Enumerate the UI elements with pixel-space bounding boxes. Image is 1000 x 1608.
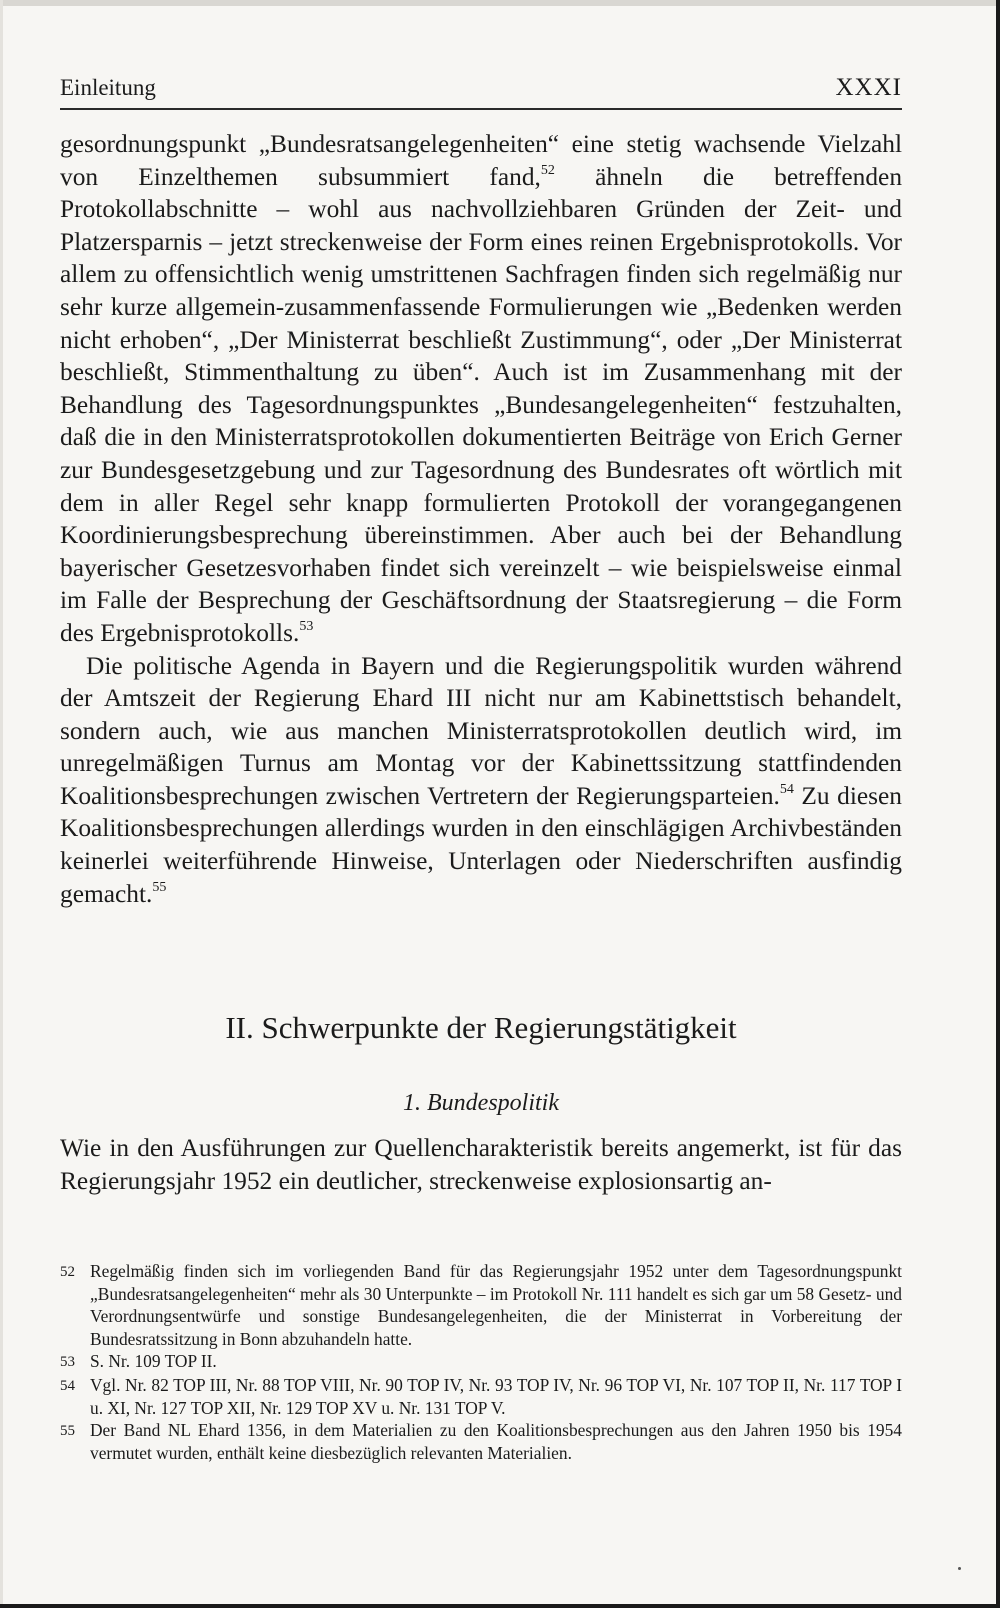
subsection-heading: 1. Bundespolitik [403, 1090, 559, 1116]
scan-edge-right [996, 0, 1000, 1608]
page-number: XXXI [835, 74, 902, 101]
footnote-55 [60, 1419, 902, 1464]
paragraph-coalition [60, 650, 902, 911]
paragraph-continuation [60, 128, 902, 650]
paragraph-1-text-continued: ähneln die betreffenden Protokollabschnitte – wohl aus nachvollziehbaren Gründen der Zeit- und Platzersparnis – jetzt streckenweise der Form eines reinen Ergebnisprotokolls. Vor allem zu offensichtlich wenig umstrittenen Sachfragen finden sich regelmäßig nur sehr kurze allgemein-zusammenfassende Formulierungen wie „Bedenken werden nicht erhoben“, „Der Ministerrat beschließt Zustimmung“, oder „Der Ministerrat beschließt, Stimmenthaltung zu üben“. Auch ist im Zusammenhang mit der Behandlung des Tagesordnungspunktes „Bundesangelegenheiten“ festzuhalten, daß die in den Ministerratsprotokollen dokumentierten Beiträge von Erich Gerner zur Bundesgesetzgebung und zur Tagesordnung des Bundesrates oft wörtlich mit dem in aller Regel sehr knapp formulierten Protokoll der vorangegangenen Koordinierungsbesprechung übereinstimmen. Aber auch bei der Behandlung bayerischer Gesetzesvorhaben findet sich vereinzelt – wie beispielsweise einmal im Falle der Besprechung der Geschäftsordnung der Staatsregierung – die Form des Ergebnisprotokolls. [60, 162, 903, 647]
footnote-number: 54 [60, 1377, 75, 1394]
footnote-text: Regelmäßig finden sich im vorliegenden Band für das Regierungsjahr 1952 unter dem Tagesordnungspunkt „Bundesratsangelegenheiten“ mehr als 30 Unterpunkte – im Protokoll Nr. 111 handelt es sich gar um 58 Gesetz- und Verordnungsentwürfe und sonstige Bundesangelegenheiten, die der Ministerrat in Vorbereitung der Bundesratssitzung in Bonn abzuhandeln hatte. [90, 1261, 903, 1349]
footnote-54 [60, 1374, 902, 1419]
footnote-number: 53 [60, 1354, 75, 1371]
body-text [60, 128, 902, 910]
scan-edge-bottom [0, 1604, 1000, 1608]
paragraph-2-text: Die politische Agenda in Bayern und die Regierungspolitik wurden während der Amtszeit der Regierung Ehard III nicht nur am Kabinettstisch behandelt, sondern auch, wie aus manchen Ministerratsprotokollen deutlich wird, im unregelmäßigen Turnus am Montag vor der Kabinettssitzung stattfindenden Koalitionsbesprechungen zwischen Vertretern der Regierungsparteien. [60, 651, 902, 810]
paragraph-1-text: gesordnungspunkt „Bundesratsangelegenheiten“ eine stetig wachsende Vielzahl von Einzelthemen subsummiert fand, [60, 130, 902, 191]
footnote-text: Der Band NL Ehard 1356, in dem Materialien zu den Koalitionsbesprechungen aus den Jahren 1950 bis 1954 vermutet wurden, enthält keine diesbezüglich relevanten Materialien. [90, 1420, 902, 1463]
footnote-ref-53[interactable]: 53 [299, 619, 314, 635]
scan-speck [958, 1567, 961, 1570]
footnote-53 [60, 1350, 902, 1374]
scan-edge-top [0, 0, 1000, 6]
footnote-52 [60, 1260, 902, 1350]
footnote-ref-54[interactable]: 54 [779, 782, 794, 798]
footnote-number: 55 [60, 1423, 75, 1440]
footnote-text: S. Nr. 109 TOP II. [90, 1351, 217, 1372]
footnote-number: 52 [60, 1264, 75, 1280]
paragraph-bundespolitik: Wie in den Ausführungen zur Quellencharakteristik bereits angemerkt, ist für das Regierungsjahr 1952 ein deutlicher, streckenweise explosionsartig an- [60, 1134, 902, 1195]
section-heading: II. Schwerpunkte der Regierungstätigkeit [225, 1010, 737, 1045]
footnote-text: Vgl. Nr. 82 TOP III, Nr. 88 TOP VIII, Nr. 90 TOP IV, Nr. 93 TOP IV, Nr. 96 TOP VI, Nr. 107 TOP II, Nr. 117 TOP I u. XI, Nr. 127 TOP XII, Nr. 129 TOP XV u. Nr. 131 TOP V. [90, 1374, 902, 1418]
header-rule [60, 108, 902, 110]
paragraph-2-text-continued: Zu diesen Koalitionsbesprechungen allerdings wurden in den einschlägigen Archivbeständen keinerlei weiterführende Hinweise, Unterlagen oder Niederschriften ausfindig gemacht. [60, 781, 902, 908]
footnote-ref-52[interactable]: 52 [540, 163, 555, 179]
running-header [60, 74, 902, 102]
header-section-title: Einleitung [60, 75, 156, 100]
footnotes [60, 1260, 902, 1464]
scan-edge-left [0, 0, 3, 1608]
footnote-ref-55[interactable]: 55 [152, 880, 167, 896]
